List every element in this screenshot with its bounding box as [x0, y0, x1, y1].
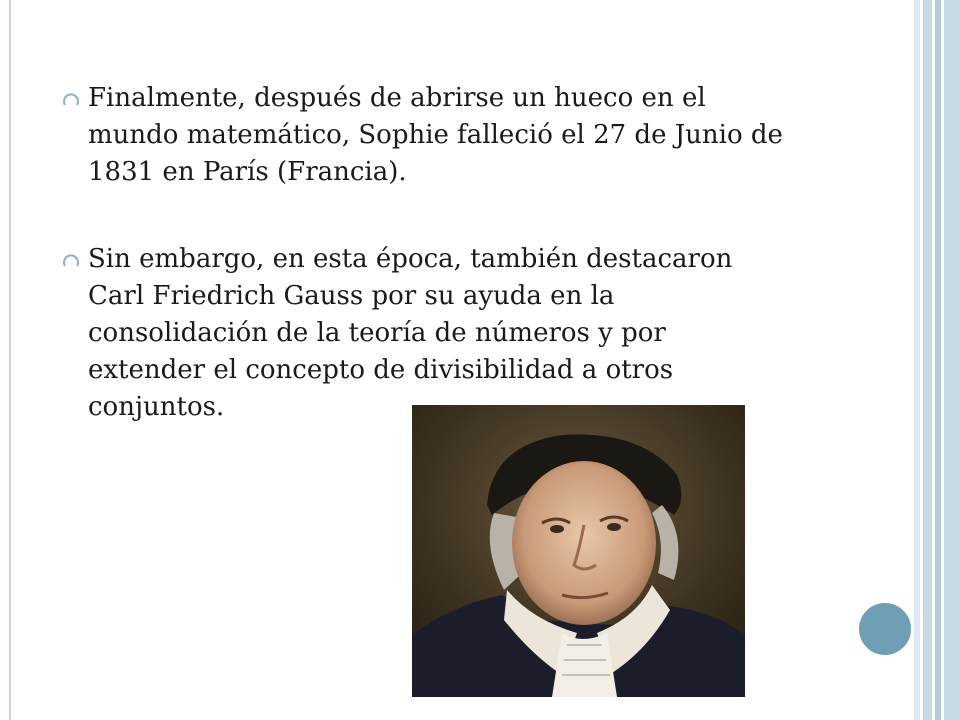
bullet-arc-icon: [60, 248, 82, 270]
bullet-item: [60, 241, 790, 426]
gauss-portrait-image: [412, 405, 745, 697]
left-frame-line: [9, 0, 11, 720]
stripe: [944, 0, 960, 720]
decorative-circle: [856, 600, 914, 658]
bullet-text: Finalmente, después de abrirse un hueco en el mundo matemático, Sophie falleció el 27 de Junio de 1831 en París (Francia).: [88, 83, 783, 187]
bullet-arc-icon: [60, 87, 82, 109]
bullet-item: [60, 80, 790, 191]
right-decorative-stripes: [914, 0, 960, 720]
stripe: [923, 0, 932, 720]
bullet-text: Sin embargo, en esta época, también destacaron Carl Friedrich Gauss por su ayuda en la consolidación de la teoría de números y por extender el concepto de divisibilidad a otros conjuntos.: [88, 244, 733, 422]
